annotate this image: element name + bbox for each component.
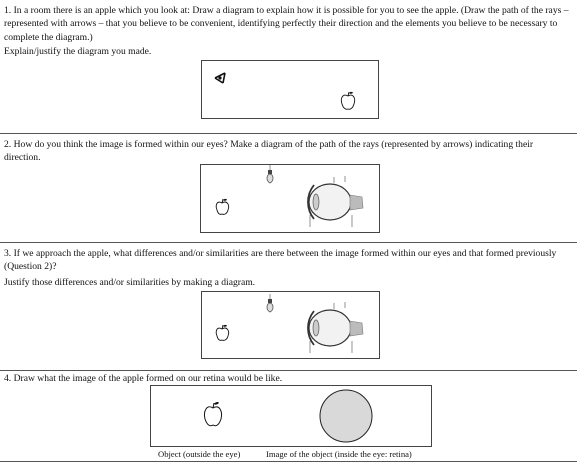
question-1-section bbox=[0, 0, 577, 133]
question-4-section bbox=[0, 370, 577, 462]
diagram-1-canvas bbox=[202, 61, 378, 118]
question-4-text: 4. Draw what the image of the apple formed on our retina would be like. bbox=[4, 373, 283, 384]
diagram-box-3[interactable] bbox=[201, 291, 380, 359]
diagram-4-canvas bbox=[151, 386, 431, 446]
question-3-section bbox=[0, 242, 577, 371]
diagram-box-1[interactable] bbox=[201, 60, 379, 119]
diagram-box-4[interactable] bbox=[150, 385, 432, 447]
question-2-text: 2. How do you think the image is formed within our eyes? Make a diagram of the path of the rays (represented by arrows) indicating their direction. bbox=[4, 139, 534, 164]
eye-cross-section-icon bbox=[308, 176, 363, 227]
question-3-text: 3. If we approach the apple, what differences and/or similarities are there between the image formed within our eyes and that formed previously (Question 2)? bbox=[4, 248, 557, 273]
question-2-section bbox=[0, 133, 577, 243]
apple-icon bbox=[341, 92, 354, 109]
apple-icon bbox=[216, 325, 228, 341]
diagram-3-canvas bbox=[202, 292, 379, 358]
apple-icon bbox=[216, 199, 228, 215]
question-1-subtext: Explain/justify the diagram you made. bbox=[4, 46, 152, 57]
apple-icon bbox=[204, 402, 221, 426]
eye-cross-section-icon bbox=[308, 302, 363, 353]
light-bulb-icon bbox=[267, 294, 273, 312]
caption-object: Object (outside the eye) bbox=[158, 449, 241, 459]
eye-icon bbox=[215, 73, 225, 83]
retina-circle-icon bbox=[320, 390, 372, 442]
diagram-box-2[interactable] bbox=[200, 164, 380, 233]
diagram-2-canvas bbox=[201, 165, 379, 232]
question-1-text: 1. In a room there is an apple which you look at: Draw a diagram to explain how it is possible for you to see the apple. (Draw the path of the rays – represented with arrows – that you believe to be convenient, identifying perfectly their direction and the elements you believe to be necessary to complete the diagram.) bbox=[4, 5, 569, 43]
caption-image: Image of the object (inside the eye: retina) bbox=[266, 449, 412, 459]
light-bulb-icon bbox=[267, 165, 273, 183]
question-3-subtext: Justify those differences and/or similarities by making a diagram. bbox=[4, 277, 256, 288]
